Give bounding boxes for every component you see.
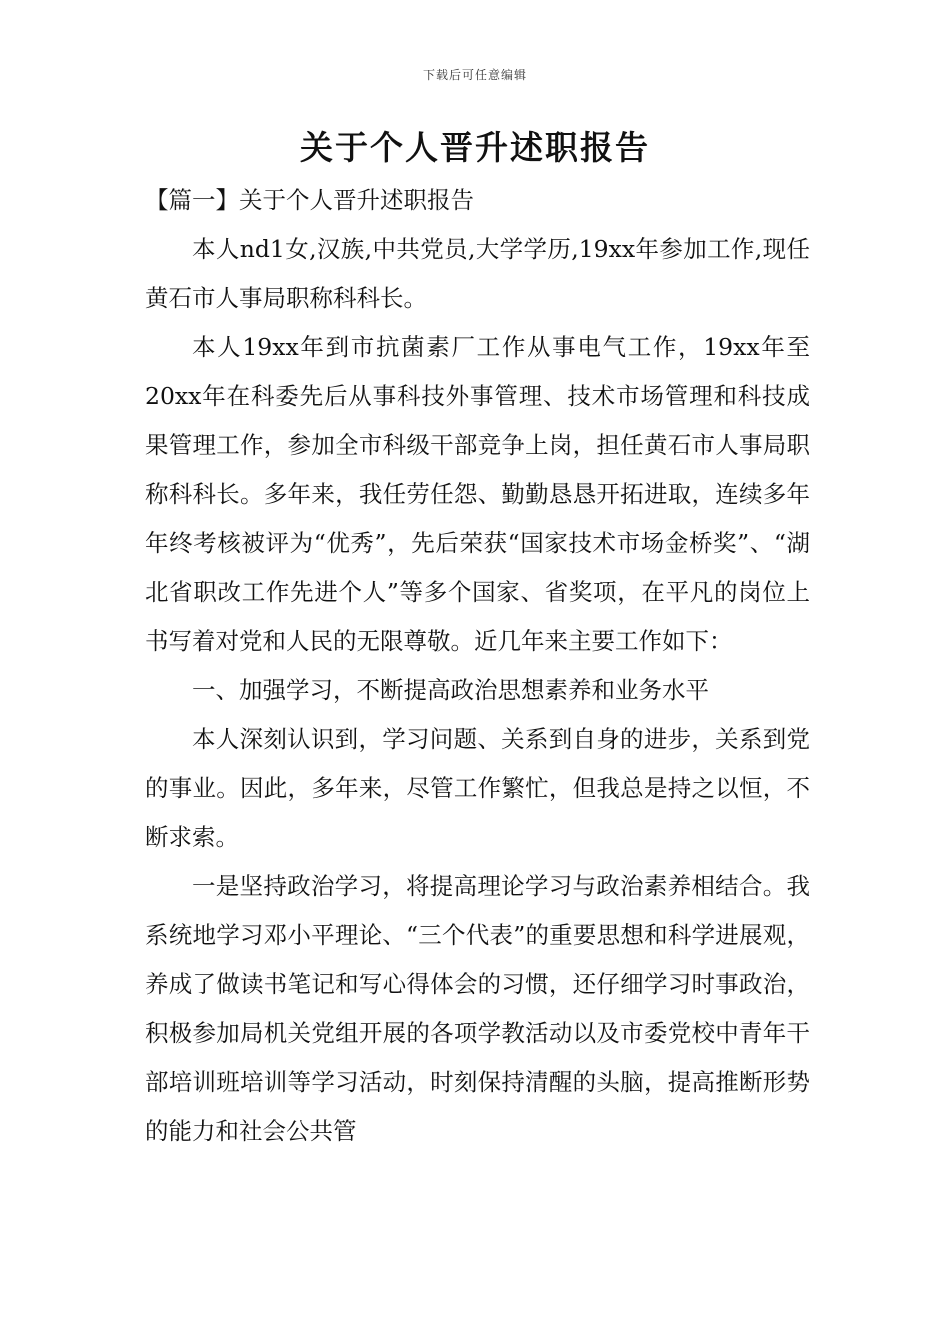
paragraph-intro: 本人nd1女,汉族,中共党员,大学学历,19xx年参加工作,现任黄石市人事局职称科科长。 bbox=[145, 235, 810, 312]
document-title: 关于个人晋升述职报告 bbox=[300, 128, 650, 167]
section-heading: 【篇一】关于个人晋升述职报告 bbox=[145, 186, 474, 214]
header-note: 下载后可任意编辑 bbox=[422, 68, 527, 82]
document-body bbox=[145, 176, 810, 1156]
subheading-study: 一、加强学习，不断提高政治思想素养和业务水平 bbox=[192, 676, 709, 704]
paragraph-career: 本人19xx年到市抗菌素厂工作从事电气工作，19xx年至20xx年在科委先后从事科技外事管理、技术市场管理和科技成果管理工作，参加全市科级干部竞争上岗，担任黄石市人事局职称科科长。多年来，我任劳任怨、勤勤恳恳开拓进取，连续多年年终考核被评为“优秀”，先后荣获“国家技术市场金桥奖”、“湖北省职改工作先进个人”等多个国家、省奖项，在平凡的岗位上书写着对党和人民的无限尊敬。近几年来主要工作如下： bbox=[145, 333, 810, 655]
paragraph-study: 本人深刻认识到，学习问题、关系到自身的进步，关系到党的事业。因此，多年来，尽管工作繁忙，但我总是持之以恒，不断求索。 bbox=[145, 725, 810, 851]
paragraph-political-study: 一是坚持政治学习，将提高理论学习与政治素养相结合。我系统地学习邓小平理论、“三个代表”的重要思想和科学进展观，养成了做读书笔记和写心得体会的习惯，还仔细学习时事政治，积极参加局机关党组开展的各项学教活动以及市委党校中青年干部培训班培训等学习活动，时刻保持清醒的头脑，提高推断形势的能力和社会公共管 bbox=[145, 872, 810, 1145]
